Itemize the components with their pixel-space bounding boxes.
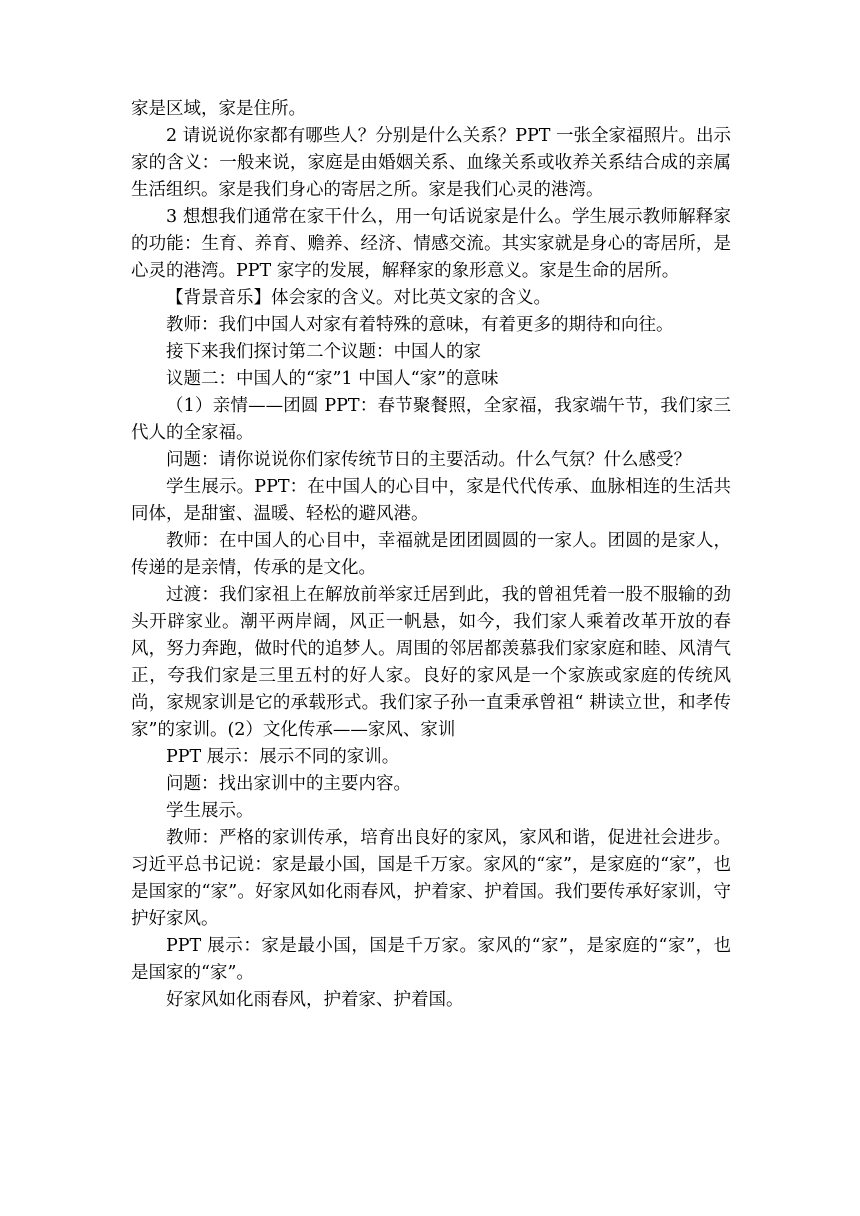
paragraph: 教师：我们中国人对家有着特殊的意味，有着更多的期待和向往。 [166, 315, 674, 335]
paragraph: PPT 展示：家是最小国，国是千万家。家风的“家”，是家庭的“家”，也是国家的“家”。 [131, 936, 731, 983]
paragraph: 教师：在中国人的心目中，幸福就是团团圆圆的一家人。团圆的是家人，传递的是亲情，传承的是文化。 [131, 531, 731, 578]
paragraph: 问题：请你说说你们家传统节日的主要活动。什么气氛？什么感受？ [166, 450, 691, 470]
paragraph: PPT 展示：展示不同的家训。 [166, 747, 400, 767]
paragraph: 学生展示。PPT：在中国人的心目中，家是代代传承、血脉相连的生活共同体，是甜蜜、温暖、轻松的避风港。 [131, 477, 731, 524]
paragraph: 问题：找出家训中的主要内容。 [166, 774, 411, 794]
paragraph: 过渡：我们家祖上在解放前举家迁居到此，我的曾祖凭着一股不服输的劲头开辟家业。潮平两岸阔，风正一帆悬，如今，我们家人乘着改革开放的春风，努力奔跑，做时代的追梦人。周围的邻居都羡慕我们家家庭和睦、风清气正，夸我们家是三里五村的好人家。良好的家风是一个家族或家庭的传统风尚，家规家训是它的承载形式。我们家子孙一直秉承曾祖“ 耕读立世，和孝传家”的家训。(2）文化传承——家风、家训 [131, 585, 731, 740]
paragraph: 【背景音乐】体会家的含义。对比英文家的含义。 [166, 288, 551, 308]
paragraph: （1）亲情——团圆 PPT：春节聚餐照，全家福，我家端午节，我们家三代人的全家福。 [131, 396, 731, 443]
paragraph: 3 想想我们通常在家干什么，用一句话说家是什么。学生展示教师解释家的功能：生育、养育、赡养、经济、情感交流。其实家就是身心的寄居所，是心灵的港湾。PPT 家字的发展，解释家的象形意义。家是生命的居所。 [131, 207, 731, 281]
paragraph: 2 请说说你家都有哪些人？分别是什么关系？PPT 一张全家福照片。出示家的含义：一般来说，家庭是由婚姻关系、血缘关系或收养关系结合成的亲属生活组织。家是我们身心的寄居之所。家是我们心灵的港湾。 [131, 126, 731, 200]
paragraph: 教师：严格的家训传承，培育出良好的家风，家风和谐，促进社会进步。习近平总书记说：家是最小国，国是千万家。家风的“家”，是家庭的“家”，也是国家的“家”。好家风如化雨春风，护着家、护着国。我们要传承好家训，守护好家风。 [131, 828, 731, 929]
paragraph: 学生展示。 [166, 801, 254, 821]
document-body [131, 96, 731, 1014]
paragraph: 家是区域，家是住所。 [131, 99, 306, 119]
paragraph: 接下来我们探讨第二个议题：中国人的家 [166, 342, 481, 362]
paragraph: 好家风如化雨春风，护着家、护着国。 [166, 990, 464, 1010]
paragraph: 议题二：中国人的“家”1 中国人“家”的意味 [166, 369, 499, 389]
